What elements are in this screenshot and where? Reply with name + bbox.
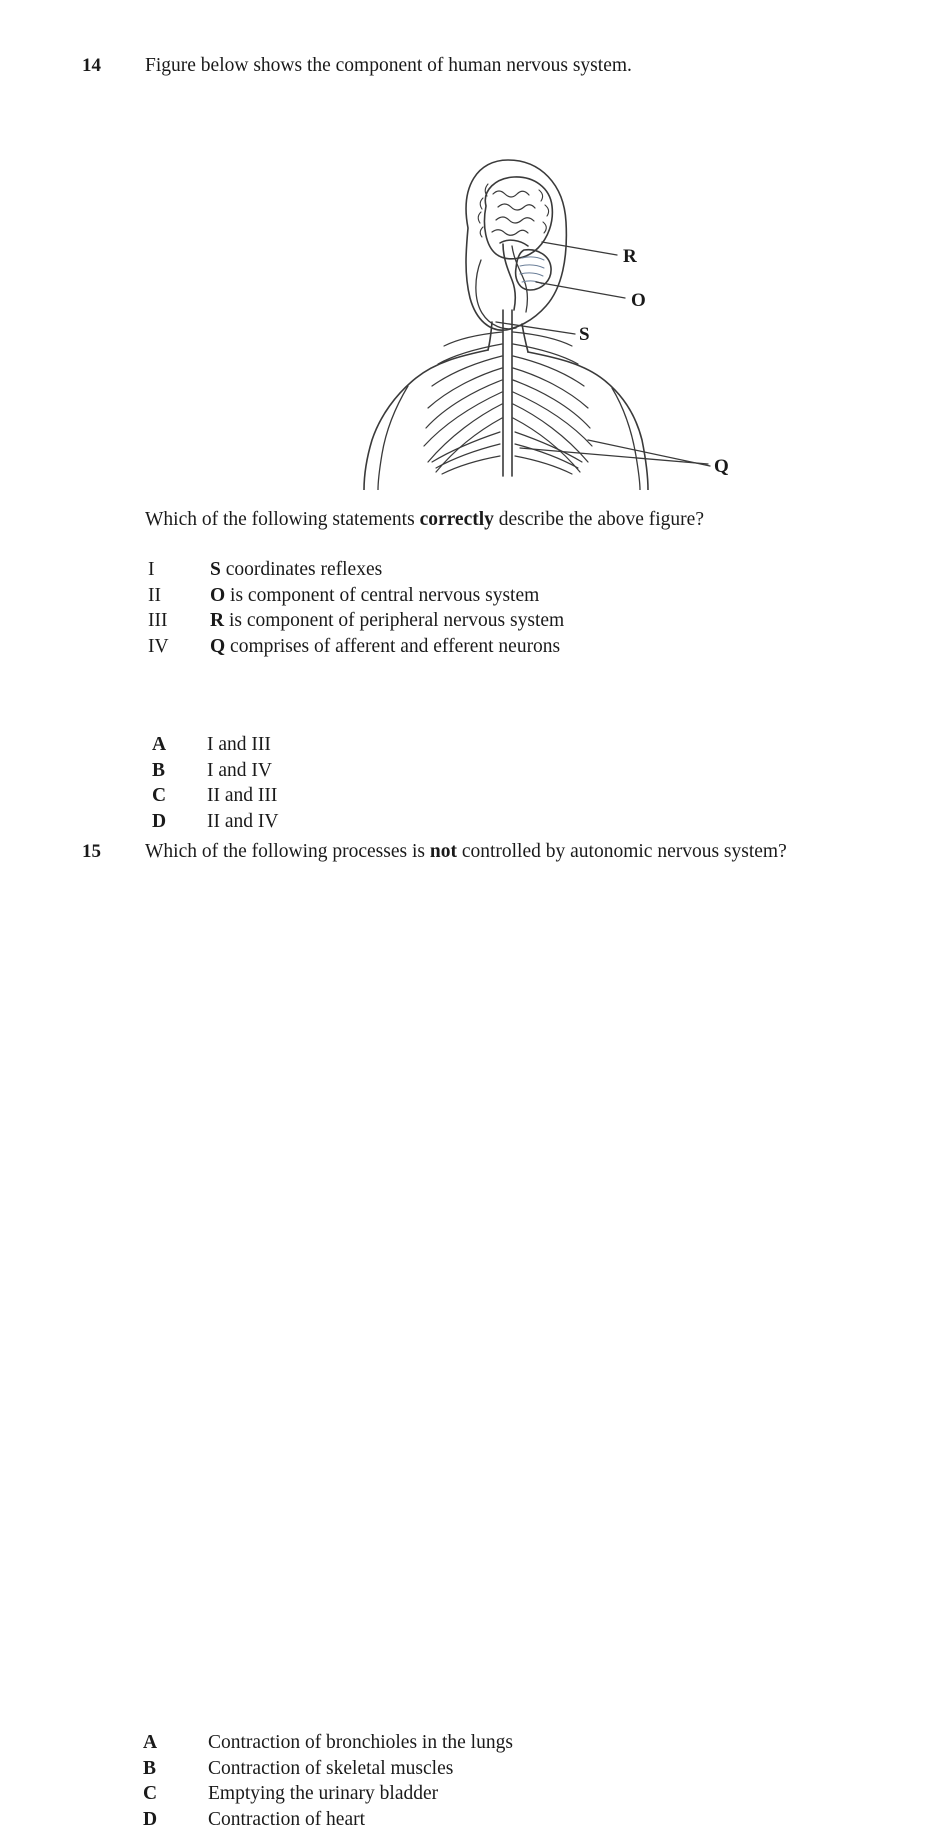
statement-body: is component of central nervous system <box>225 585 539 606</box>
question-14-stem <box>145 506 704 534</box>
spinal-nerve-left <box>426 380 502 428</box>
question-14-statements <box>0 557 925 659</box>
sulcus-line <box>539 190 543 201</box>
option-row-c[interactable] <box>0 1781 925 1807</box>
statement-body: comprises of afferent and efferent neurons <box>225 636 560 657</box>
option-text-c: II and III <box>207 783 277 809</box>
leader-line-Q-second <box>588 440 710 466</box>
head-outline <box>466 160 566 330</box>
sulcus-line <box>480 198 483 209</box>
option-letter-a: A <box>143 1730 157 1756</box>
sulcus-line <box>492 230 528 236</box>
option-row-b[interactable] <box>0 758 925 784</box>
leader-line-S <box>496 322 575 334</box>
option-row-d[interactable] <box>0 809 925 835</box>
face-contour <box>476 260 516 329</box>
spinal-nerve-right <box>513 380 590 428</box>
sulcus-line <box>493 191 529 197</box>
sulcus-line <box>543 222 546 233</box>
torso-left-outline <box>364 350 488 490</box>
stem-text-part1: Which of the following statements <box>145 509 420 530</box>
question-15-emphasis-not: not <box>430 841 457 862</box>
question-14 <box>0 52 925 80</box>
statement-text <box>210 608 564 634</box>
spinal-nerve-right <box>515 456 572 474</box>
option-row-a[interactable] <box>0 732 925 758</box>
option-letter-a: A <box>152 732 166 758</box>
cerebellum-striation <box>520 273 543 276</box>
nervous-system-figure <box>340 110 760 490</box>
question-14-stem-lead: Figure below shows the component of human nervous system. <box>145 52 632 80</box>
spinal-nerve-right <box>513 368 588 408</box>
figure-label-S: S <box>579 324 590 345</box>
option-text-d: Contraction of heart <box>208 1807 365 1832</box>
spinal-nerve-left <box>428 368 502 408</box>
statement-row <box>0 583 925 609</box>
question-14-number: 14 <box>82 52 101 80</box>
question-15 <box>0 838 925 866</box>
option-text-b: I and IV <box>207 758 272 784</box>
option-letter-c: C <box>152 783 166 809</box>
statement-row <box>0 557 925 583</box>
option-row-a[interactable] <box>0 1730 925 1756</box>
statement-text <box>210 634 560 660</box>
option-text-a: I and III <box>207 732 271 758</box>
statement-lead-letter: O <box>210 585 225 606</box>
statement-numeral: I <box>148 557 155 583</box>
spinal-nerve-left <box>436 444 500 468</box>
cerebrum-outline <box>484 177 552 259</box>
option-letter-c: C <box>143 1781 157 1807</box>
figure-label-R: R <box>623 246 637 267</box>
question-14-header <box>0 52 925 80</box>
option-text-c: Emptying the urinary bladder <box>208 1781 438 1807</box>
question-15-stem <box>145 838 787 866</box>
statement-numeral: IV <box>148 634 169 660</box>
statement-body: is component of peripheral nervous system <box>224 610 564 631</box>
cerebellum-striation <box>520 265 544 268</box>
figure-label-O: O <box>631 290 646 311</box>
statement-row <box>0 608 925 634</box>
question-14-options <box>0 732 925 834</box>
option-row-d[interactable] <box>0 1807 925 1832</box>
question-15-options <box>0 1730 925 1832</box>
cerebellum-striation <box>522 257 544 260</box>
statement-lead-letter: Q <box>210 636 225 657</box>
leader-line-R <box>542 242 617 255</box>
statement-lead-letter: S <box>210 559 221 580</box>
spinal-nerve-left <box>444 332 502 346</box>
option-text-b: Contraction of skeletal muscles <box>208 1756 453 1782</box>
question-15-stem-part1: Which of the following processes is <box>145 841 430 862</box>
option-text-a: Contraction of bronchioles in the lungs <box>208 1730 513 1756</box>
torso-right-outline <box>528 352 648 490</box>
leader-line-O <box>536 282 625 298</box>
sulcus-line <box>498 204 535 210</box>
sulcus-line <box>478 212 481 223</box>
statement-numeral: III <box>148 608 167 634</box>
stem-emphasis-correctly: correctly <box>420 509 494 530</box>
statement-text <box>210 583 539 609</box>
question-15-number: 15 <box>82 838 101 866</box>
sulcus-line <box>496 217 534 223</box>
neck-right <box>522 324 528 352</box>
option-text-d: II and IV <box>207 809 278 835</box>
corpus-callosum <box>500 240 528 246</box>
statement-text <box>210 557 382 583</box>
option-letter-b: B <box>152 758 165 784</box>
stem-text-part2: describe the above figure? <box>494 509 704 530</box>
spinal-nerve-left <box>442 456 500 474</box>
spinal-nerve-right <box>513 332 572 346</box>
statement-body: coordinates reflexes <box>221 559 382 580</box>
statement-row <box>0 634 925 660</box>
option-letter-b: B <box>143 1756 156 1782</box>
option-letter-d: D <box>143 1807 157 1832</box>
option-letter-d: D <box>152 809 166 835</box>
question-15-header <box>0 838 925 866</box>
option-row-c[interactable] <box>0 783 925 809</box>
sulcus-line <box>480 227 483 237</box>
sulcus-line <box>545 205 549 216</box>
statement-lead-letter: R <box>210 610 224 631</box>
leader-line-Q <box>520 448 708 464</box>
option-row-b[interactable] <box>0 1756 925 1782</box>
figure-label-Q: Q <box>714 456 729 477</box>
statement-numeral: II <box>148 583 161 609</box>
question-15-stem-part2: controlled by autonomic nervous system? <box>457 841 787 862</box>
